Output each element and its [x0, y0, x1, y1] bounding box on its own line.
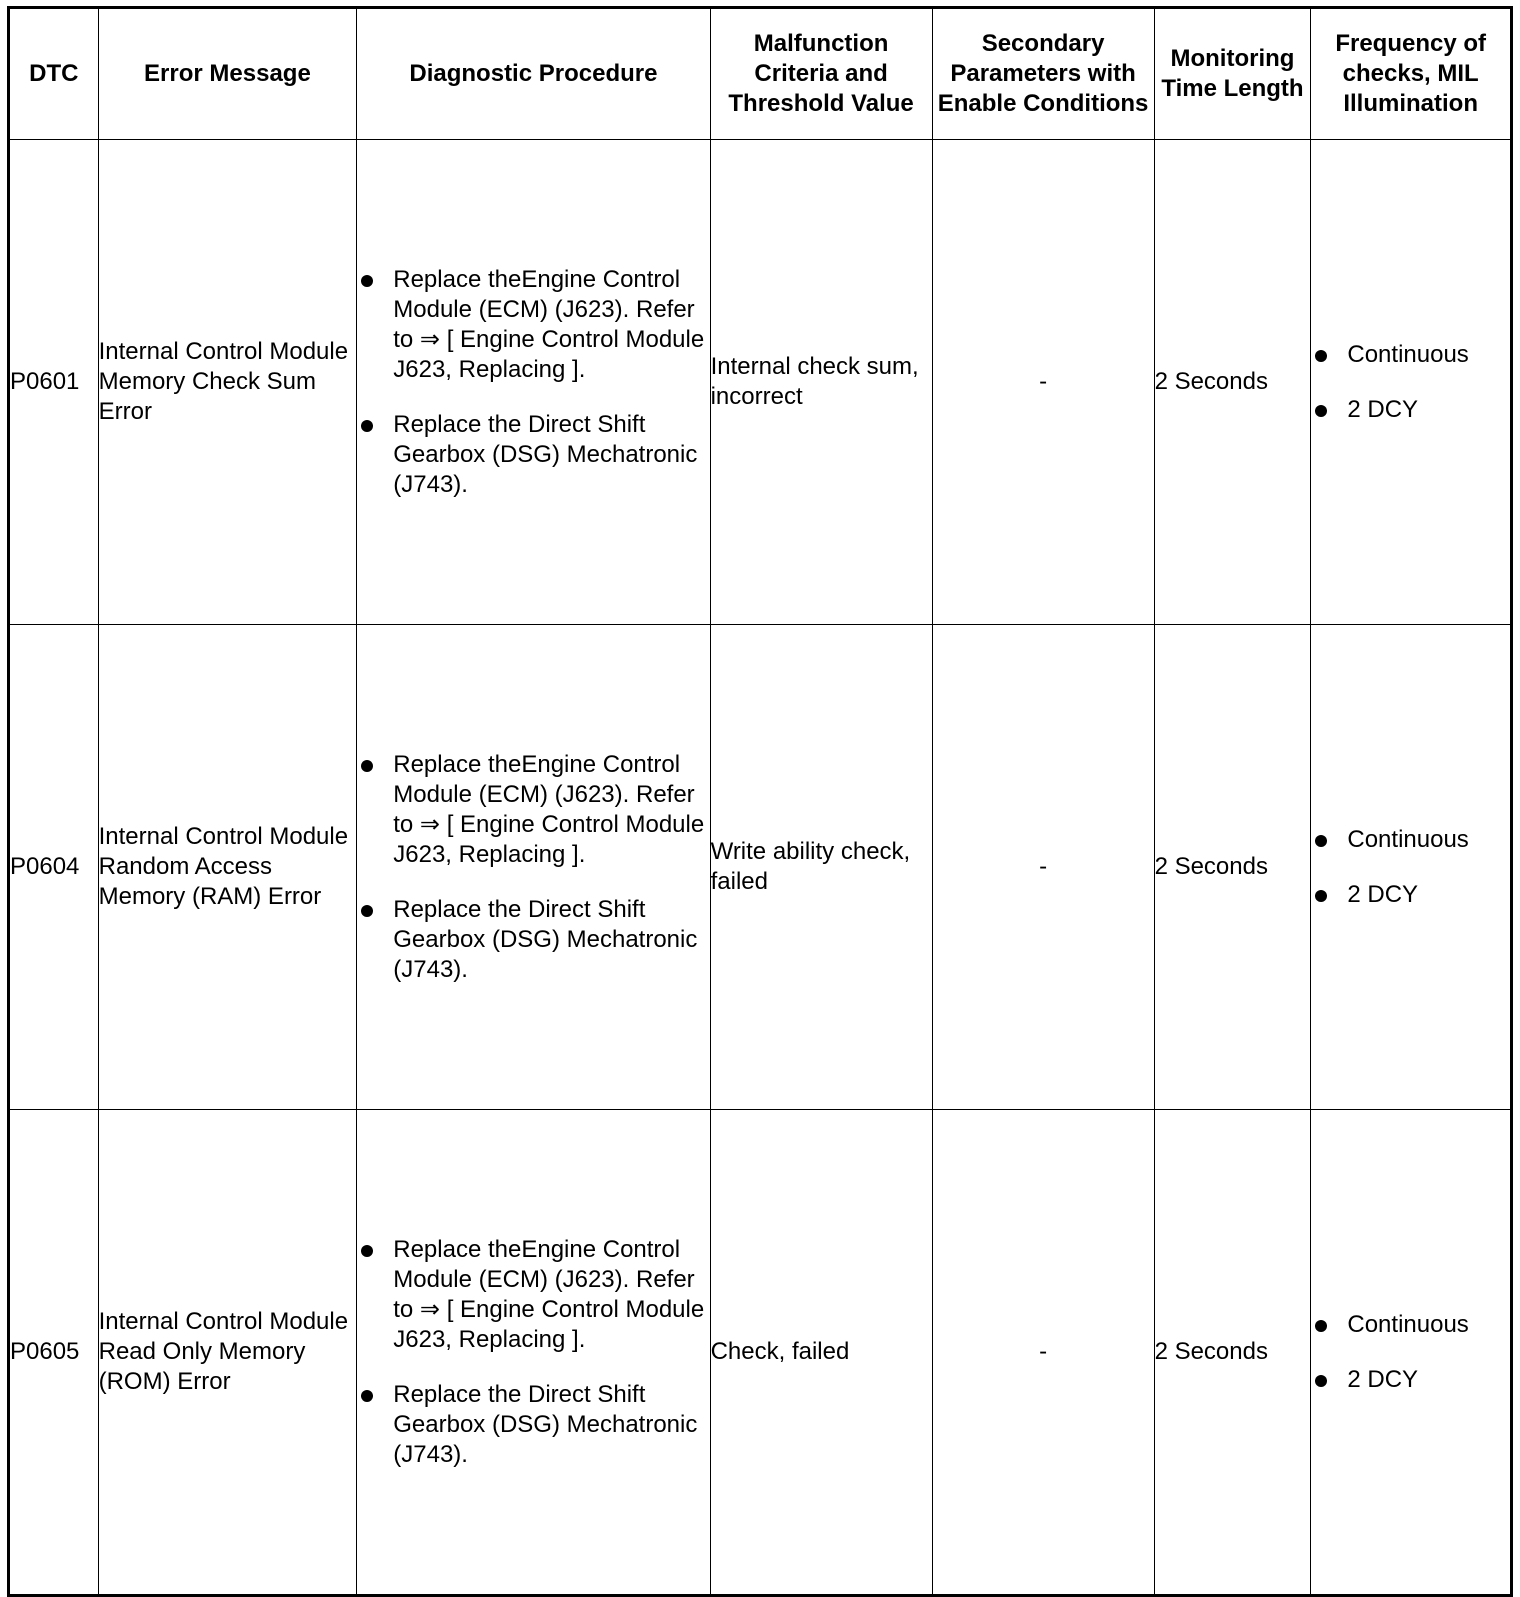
header-row — [9, 8, 1512, 140]
table-row — [9, 625, 1512, 1110]
bullet-icon — [361, 420, 373, 432]
malfunction-criteria: Check, failed — [710, 1110, 932, 1596]
monitoring-time: 2 Seconds — [1154, 625, 1311, 1110]
frequency-item: 2 DCY — [1347, 395, 1419, 423]
procedure-step: Replace the Direct Shift Gearbox (DSG) Mechatronic (J743). — [393, 1380, 698, 1468]
malfunction-criteria: Internal check sum, incorrect — [710, 140, 932, 625]
secondary-parameters: - — [932, 140, 1154, 625]
table-header — [9, 8, 1512, 140]
header-malfunction-criteria: Malfunction Criteria and Threshold Value — [710, 8, 932, 140]
procedure-list — [357, 1235, 709, 1470]
list-item — [357, 750, 709, 870]
secondary-parameters: - — [932, 1110, 1154, 1596]
malfunction-criteria: Write ability check, failed — [710, 625, 932, 1110]
frequency — [1311, 1110, 1512, 1596]
diagnostic-procedure — [357, 1110, 710, 1596]
list-item — [357, 410, 709, 500]
list-item — [357, 895, 709, 985]
list-item — [357, 1380, 709, 1470]
diagnostic-procedure — [357, 140, 710, 625]
bullet-icon — [1315, 890, 1327, 902]
procedure-step: Replace theEngine Control Module (ECM) (J623). Refer to ⇒ [ Engine Control Module J623, Replacing ]. — [393, 750, 705, 868]
list-item — [1311, 1365, 1510, 1395]
monitoring-time: 2 Seconds — [1154, 1110, 1311, 1596]
list-item — [1311, 1310, 1510, 1340]
frequency-list — [1311, 340, 1510, 425]
frequency-list — [1311, 825, 1510, 910]
list-item — [357, 1235, 709, 1355]
header-secondary-parameters: Secondary Parameters with Enable Conditions — [932, 8, 1154, 140]
bullet-icon — [1315, 1375, 1327, 1387]
error-message: Internal Control Module Random Access Memory (RAM) Error — [98, 625, 357, 1110]
bullet-icon — [361, 905, 373, 917]
table-row — [9, 140, 1512, 625]
bullet-icon — [361, 275, 373, 287]
list-item — [357, 265, 709, 385]
procedure-list — [357, 265, 709, 500]
list-item — [1311, 880, 1510, 910]
diagnostic-procedure — [357, 625, 710, 1110]
bullet-icon — [1315, 350, 1327, 362]
table-row — [9, 1110, 1512, 1596]
frequency — [1311, 625, 1512, 1110]
frequency-item: Continuous — [1347, 340, 1469, 368]
table-body — [9, 140, 1512, 1596]
bullet-icon — [361, 760, 373, 772]
procedure-step: Replace the Direct Shift Gearbox (DSG) Mechatronic (J743). — [393, 895, 698, 983]
secondary-parameters: - — [932, 625, 1154, 1110]
header-dtc: DTC — [9, 8, 99, 140]
list-item — [1311, 340, 1510, 370]
dtc-code: P0604 — [9, 625, 99, 1110]
dtc-code: P0601 — [9, 140, 99, 625]
monitoring-time: 2 Seconds — [1154, 140, 1311, 625]
frequency-item: Continuous — [1347, 1310, 1469, 1338]
dtc-code: P0605 — [9, 1110, 99, 1596]
bullet-icon — [1315, 1320, 1327, 1332]
procedure-step: Replace theEngine Control Module (ECM) (J623). Refer to ⇒ [ Engine Control Module J623, Replacing ]. — [393, 1235, 705, 1353]
header-diagnostic-procedure: Diagnostic Procedure — [357, 8, 710, 140]
bullet-icon — [1315, 835, 1327, 847]
list-item — [1311, 825, 1510, 855]
bullet-icon — [361, 1390, 373, 1402]
frequency — [1311, 140, 1512, 625]
list-item — [1311, 395, 1510, 425]
frequency-item: 2 DCY — [1347, 1365, 1419, 1393]
header-monitoring-time: Monitoring Time Length — [1154, 8, 1311, 140]
header-error-message: Error Message — [98, 8, 357, 140]
frequency-item: 2 DCY — [1347, 880, 1419, 908]
dtc-table — [7, 6, 1513, 1597]
procedure-step: Replace theEngine Control Module (ECM) (J623). Refer to ⇒ [ Engine Control Module J623, Replacing ]. — [393, 265, 705, 383]
procedure-step: Replace the Direct Shift Gearbox (DSG) Mechatronic (J743). — [393, 410, 698, 498]
header-frequency: Frequency of checks, MIL Illumination — [1311, 8, 1512, 140]
bullet-icon — [1315, 405, 1327, 417]
error-message: Internal Control Module Memory Check Sum Error — [98, 140, 357, 625]
frequency-list — [1311, 1310, 1510, 1395]
error-message: Internal Control Module Read Only Memory (ROM) Error — [98, 1110, 357, 1596]
frequency-item: Continuous — [1347, 825, 1469, 853]
bullet-icon — [361, 1245, 373, 1257]
procedure-list — [357, 750, 709, 985]
